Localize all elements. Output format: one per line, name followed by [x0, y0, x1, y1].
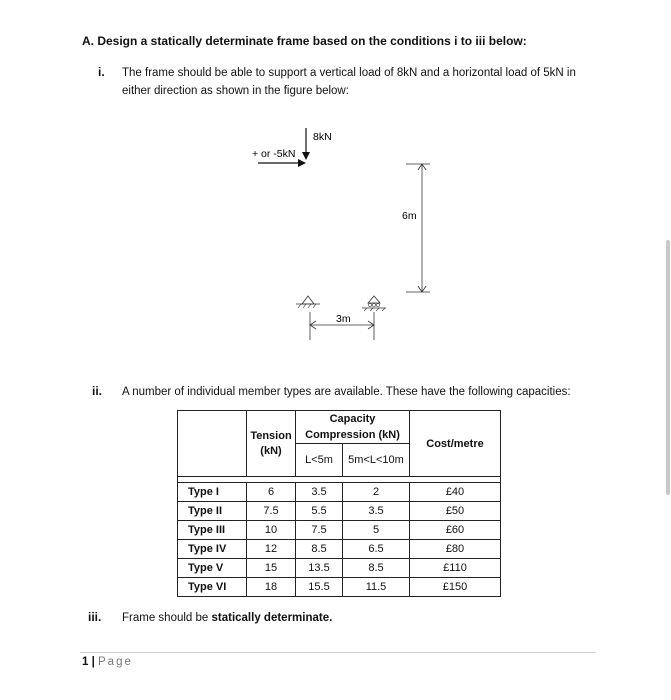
page-word: Page: [98, 656, 133, 668]
cost-value: £110: [410, 559, 501, 578]
tension-value: 18: [247, 578, 296, 597]
cost-value: £50: [410, 502, 501, 521]
frame-load-diagram: [230, 118, 470, 348]
tension-value: 6: [247, 483, 296, 502]
compression-long-value: 8.5: [343, 559, 410, 578]
compression-long-value: 3.5: [343, 502, 410, 521]
short-length-header: L<5m: [296, 444, 343, 477]
compression-short-value: 8.5: [296, 540, 343, 559]
table-corner-cell: [178, 411, 247, 477]
compression-long-value: 5: [343, 521, 410, 540]
item-i-line1: The frame should be able to support a vertical load of 8kN and a horizontal load of 5kN in: [122, 67, 576, 79]
long-length-header: 5m<L<10m: [343, 444, 410, 477]
tension-value: 12: [247, 540, 296, 559]
item-i-line2: either direction as shown in the figure below:: [122, 85, 349, 97]
cost-value: £150: [410, 578, 501, 597]
compression-short-value: 7.5: [296, 521, 343, 540]
item-iii-number: iii.: [88, 610, 102, 624]
tension-header-line2: (kN): [260, 445, 282, 457]
member-type: Type IV: [178, 540, 247, 559]
tension-value: 7.5: [247, 502, 296, 521]
capacity-header: Capacity: [296, 411, 410, 428]
scrollbar[interactable]: [663, 0, 671, 700]
item-i-number: i.: [98, 65, 105, 79]
tension-value: 15: [247, 559, 296, 578]
compression-long-value: 2: [343, 483, 410, 502]
table-row: [178, 521, 501, 540]
member-type: Type VI: [178, 578, 247, 597]
member-capacity-table: [177, 410, 501, 597]
item-ii-number: ii.: [92, 384, 103, 398]
item-i-text: [122, 64, 576, 100]
item-iii-bold: statically determinate.: [211, 612, 333, 624]
horizontal-load-arrow: [258, 159, 306, 167]
member-type: Type II: [178, 502, 247, 521]
compression-short-value: 5.5: [296, 502, 343, 521]
page-separator: |: [88, 656, 99, 668]
footer-divider: [80, 652, 596, 653]
page-footer: [82, 656, 133, 668]
member-type: Type V: [178, 559, 247, 578]
item-ii-text: A number of individual member types are available. These have the following capacities:: [122, 386, 571, 398]
tension-header: [247, 411, 296, 477]
cost-value: £60: [410, 521, 501, 540]
roller-support-right: [362, 296, 386, 311]
compression-short-value: 15.5: [296, 578, 343, 597]
table-row: [178, 483, 501, 502]
table-row: [178, 578, 501, 597]
span-label: 3m: [336, 313, 351, 325]
horizontal-load-label: + or -5kN: [252, 148, 296, 160]
compression-long-value: 6.5: [343, 540, 410, 559]
item-iii-text: [122, 609, 332, 627]
vertical-load-label: 8kN: [313, 131, 332, 143]
item-iii-prefix: Frame should be: [122, 612, 212, 624]
tension-header-line1: Tension: [250, 430, 292, 442]
table-row: [178, 502, 501, 521]
table-row: [178, 540, 501, 559]
table-row: [178, 559, 501, 578]
compression-header: Compression (kN): [296, 427, 410, 444]
height-dimension: [406, 164, 430, 292]
page-heading: A. Design a statically determinate frame based on the conditions i to iii below:: [82, 34, 527, 48]
compression-long-value: 11.5: [343, 578, 410, 597]
pin-support-left: [296, 296, 320, 308]
compression-short-value: 3.5: [296, 483, 343, 502]
compression-short-value: 13.5: [296, 559, 343, 578]
vertical-load-arrow: [302, 128, 310, 160]
tension-value: 10: [247, 521, 296, 540]
member-type: Type III: [178, 521, 247, 540]
page-number: 1: [82, 656, 89, 668]
cost-value: £80: [410, 540, 501, 559]
member-type: Type I: [178, 483, 247, 502]
cost-header: Cost/metre: [410, 411, 501, 477]
cost-value: £40: [410, 483, 501, 502]
height-label: 6m: [402, 210, 417, 222]
scrollbar-thumb[interactable]: [666, 240, 670, 495]
